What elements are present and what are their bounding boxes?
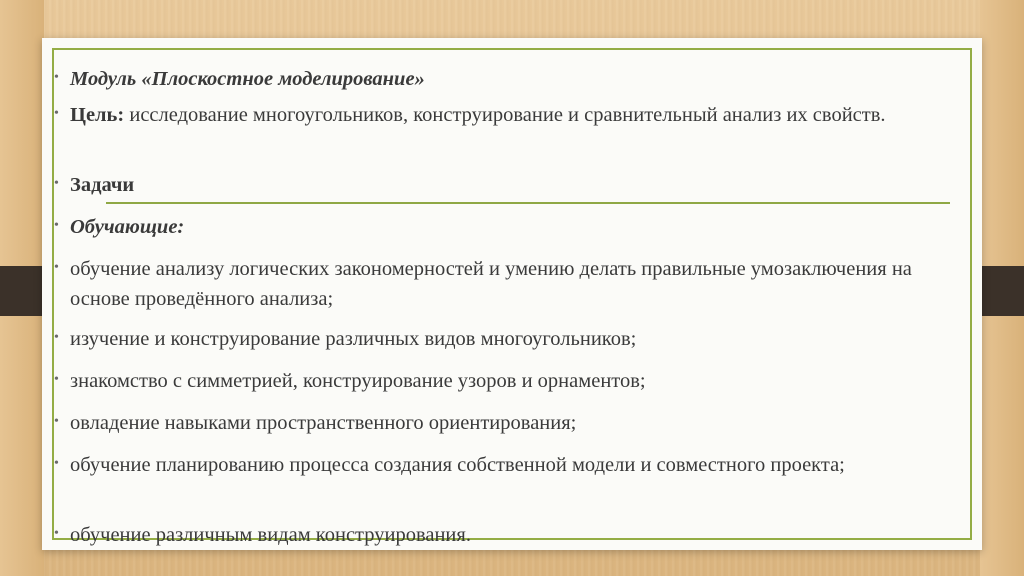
bullet-icon: • bbox=[54, 260, 59, 275]
bullet-icon: • bbox=[54, 330, 59, 345]
task-text: изучение и конструирование различных видов многоугольников; bbox=[70, 328, 637, 350]
goal-label: Цель: bbox=[70, 104, 125, 126]
bullet-icon: • bbox=[54, 372, 59, 387]
task-text: обучение различным видам конструирования. bbox=[70, 524, 471, 546]
list-item-task-5 bbox=[54, 450, 954, 480]
task-text: овладение навыками пространственного ориентирования; bbox=[70, 412, 577, 434]
task-text: обучение планированию процесса создания собственной модели и совместного проекта; bbox=[70, 454, 845, 476]
list-item-module bbox=[54, 64, 954, 94]
list-item-tasks bbox=[54, 170, 954, 200]
goal-text bbox=[70, 100, 954, 130]
list-item-learning bbox=[54, 212, 954, 242]
module-title: Модуль «Плоскостное моделирование» bbox=[70, 68, 425, 90]
goal-description: исследование многоугольников, конструирование и сравнительный анализ их свойств. bbox=[124, 104, 886, 126]
learning-heading: Обучающие: bbox=[70, 216, 185, 238]
list-item-task-1 bbox=[54, 254, 954, 314]
bullet-icon: • bbox=[54, 456, 59, 471]
list-item-task-2 bbox=[54, 324, 954, 354]
list-item-task-6 bbox=[54, 520, 954, 550]
list-item-goal bbox=[54, 100, 954, 130]
task-text: знакомство с симметрией, конструирование узоров и орнаментов; bbox=[70, 370, 646, 392]
left-dark-bar bbox=[0, 266, 44, 316]
bullet-icon: • bbox=[54, 218, 59, 233]
bullet-icon: • bbox=[54, 106, 59, 121]
tasks-heading: Задачи bbox=[70, 174, 135, 196]
list-item-task-4 bbox=[54, 408, 954, 438]
bullet-icon: • bbox=[54, 414, 59, 429]
bullet-icon: • bbox=[54, 526, 59, 541]
task-text: обучение анализу логических закономерностей и умению делать правильные умозаключения на основе проведённого анализа; bbox=[70, 258, 912, 310]
list-item-task-3 bbox=[54, 366, 954, 396]
title-divider bbox=[106, 202, 950, 204]
bullet-icon: • bbox=[54, 176, 59, 191]
bullet-icon: • bbox=[54, 70, 59, 85]
slide-card bbox=[42, 38, 982, 550]
